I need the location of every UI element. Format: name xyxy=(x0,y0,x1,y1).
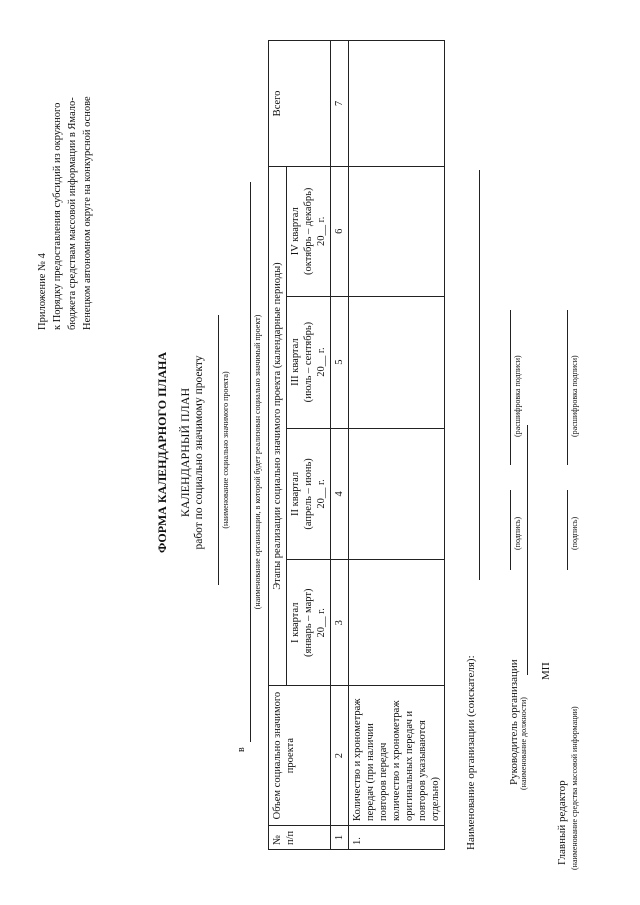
org-name-line xyxy=(479,170,480,580)
appendix-line-2: к Порядку предоставления субсидий из окружного xyxy=(52,102,63,330)
row-1-num: 1. xyxy=(349,826,445,850)
appendix-header xyxy=(35,0,95,330)
header-total: Всего xyxy=(269,41,331,167)
colnum-4: 4 xyxy=(331,428,349,560)
quarter-1-year: 20__ г. xyxy=(316,608,327,638)
row-1-total[interactable] xyxy=(349,41,445,167)
head-decoding-line xyxy=(510,310,511,465)
colnum-6: 6 xyxy=(331,166,349,296)
row-1-q1[interactable] xyxy=(349,560,445,686)
head-decoding-hint: (расшифровка подписи) xyxy=(513,355,522,437)
quarter-4-months: (октябрь – декабрь) xyxy=(303,187,314,275)
colnum-2: 2 xyxy=(331,686,349,826)
head-position-line xyxy=(527,425,528,675)
quarter-4 xyxy=(287,166,331,296)
project-name-hint: (наименование социально значимого проекта) xyxy=(221,371,230,529)
editor-label: Главный редактор xyxy=(556,780,568,865)
header-stages: Этапы реализации социально значимого проекта (календарные периоды) xyxy=(269,166,287,685)
quarter-2-label: II квартал xyxy=(290,471,301,516)
editor-decoding-hint: (расшифровка подписи) xyxy=(570,355,579,437)
quarter-4-label: IV квартал xyxy=(290,207,301,256)
row-1-q4[interactable] xyxy=(349,166,445,296)
editor-signature-line xyxy=(567,490,568,570)
plan-title: КАЛЕНДАРНЫЙ ПЛАН xyxy=(178,387,192,518)
header-volume: Объем социально значимого проекта xyxy=(269,686,331,826)
quarter-1-months: (январь – март) xyxy=(303,588,314,657)
form-title: ФОРМА КАЛЕНДАРНОГО ПЛАНА xyxy=(155,351,169,554)
quarter-2 xyxy=(287,428,331,560)
colnum-7: 7 xyxy=(331,41,349,167)
editor-decoding-line xyxy=(567,310,568,465)
quarter-3-label: III квартал xyxy=(290,338,301,386)
organization-hint: (наименование организации, в которой будет реализован социально значимый проект) xyxy=(253,314,262,610)
stamp-place: МП xyxy=(540,662,552,680)
head-signature-hint: (подпись) xyxy=(513,516,522,550)
quarter-3-year: 20__ г. xyxy=(316,347,327,377)
organization-line xyxy=(250,182,251,742)
org-name-label: Наименование организации (соискателя): xyxy=(465,655,477,850)
quarter-1-label: I квартал xyxy=(290,602,301,644)
head-signature-line xyxy=(510,490,511,570)
colnum-5: 5 xyxy=(331,296,349,428)
appendix-line-1: Приложение № 4 xyxy=(37,253,48,330)
quarter-4-year: 20__ г. xyxy=(316,216,327,246)
head-position-hint: (наименование должности) xyxy=(519,697,528,790)
quarter-2-year: 20__ г. xyxy=(316,479,327,509)
table-row xyxy=(349,41,445,850)
project-name-line xyxy=(218,315,219,585)
table-header-row xyxy=(269,41,287,850)
header-num: № п/п xyxy=(269,826,331,850)
editor-hint: (наименование средства массовой информации) xyxy=(570,706,579,870)
quarter-2-months: (апрель – июнь) xyxy=(303,458,314,530)
colnum-1: 1 xyxy=(331,826,349,850)
calendar-table xyxy=(268,40,445,850)
plan-subtitle: работ по социально значимому проекту xyxy=(193,355,205,550)
quarter-3 xyxy=(287,296,331,428)
appendix-line-3: бюджета средствам массовой информации в Ямало- xyxy=(67,97,78,330)
editor-signature-hint: (подпись) xyxy=(570,516,579,550)
quarter-1 xyxy=(287,560,331,686)
appendix-line-4: Ненецком автономном округе на конкурсной основе xyxy=(82,96,93,330)
head-label: Руководитель организации xyxy=(508,659,520,785)
colnum-3: 3 xyxy=(331,560,349,686)
in-preposition: в xyxy=(236,747,247,752)
column-numbers-row xyxy=(331,41,349,850)
row-1-q2[interactable] xyxy=(349,428,445,560)
row-1-q3[interactable] xyxy=(349,296,445,428)
row-1-text: Количество и хронометраж передач (при наличии повторов передач количество и хронометраж оригинальных передач и повторов указываются отдельно) xyxy=(349,686,445,826)
quarter-3-months: (июль – сентябрь) xyxy=(303,321,314,403)
